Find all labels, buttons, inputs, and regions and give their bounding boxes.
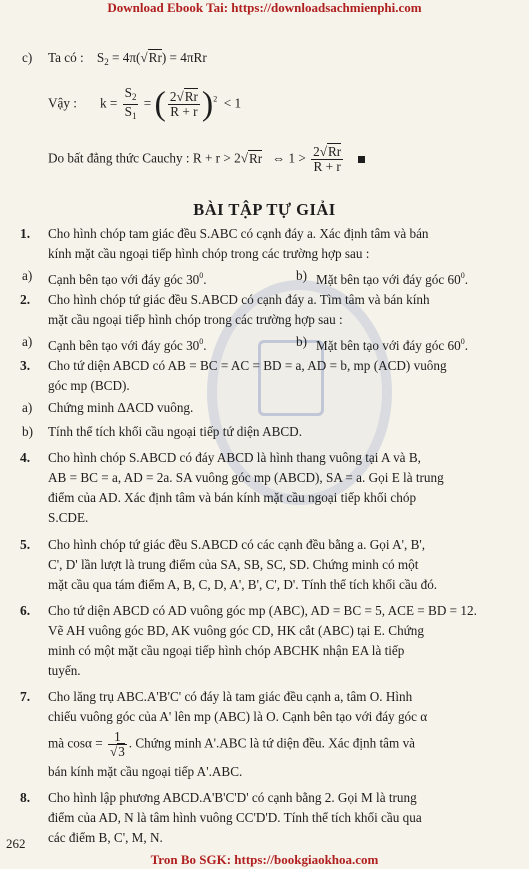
inner-den: R + r [170,104,198,119]
e3b-text: Tính thể tích khối cầu ngoại tiếp tứ diện ABCD. [48,424,303,439]
exercise-7-number: 7. [20,689,31,704]
exercise-7-line3 [48,730,415,759]
e1b-text [316,268,468,288]
section-title: BÀI TẬP TỰ GIẢI [193,200,336,219]
k-equation: Vậy : k = $\frac{S_2}{S_1}$ = ( $\frac{2√Rr}{R + r}$ )$^2$ < 1 [48,85,242,123]
exercise-8-number: 8. [20,790,31,805]
e2a-end: . [203,338,207,353]
exercise-4-line3: điểm của AD. Xác định tâm và bán kính mặt cầu ngoại tiếp khối chóp [48,490,417,505]
exercise-7-line2: chiếu vuông góc của A' lên mp (ABC) là O. Cạnh bên tạo với đáy góc α [48,709,428,724]
top-download-banner[interactable]: Download Ebook Tai: https://downloadsachmienphi.com [107,0,422,15]
bottom-download-banner[interactable]: Tron Bo SGK: https://bookgiaokhoa.com [150,852,379,867]
e2a-text [48,334,207,354]
s2-rhs: ) = 4πRr [161,50,207,65]
power: 2 [213,94,218,104]
exercise-6-line4: tuyến. [48,663,81,678]
exercise-2-line1: Cho hình chóp tứ giác đều S.ABCD có cạnh đáy a. Tìm tâm và bán kính [48,292,430,307]
exercise-4-line4: S.CDE. [48,510,89,525]
exercise-5-line3: mặt cầu qua tám điểm A, B, C, D, A', B', C', D'. Tính thể tích khối cầu đó. [48,577,438,592]
cauchy-fraction: $\frac{2√Rr}{R + r}$ [313,144,342,174]
k-lhs: k = [100,95,118,111]
inner-rad: Rr [184,89,198,104]
e3a-text: Chứng minh ΔACD vuông. [48,400,194,415]
c-rad: Rr [327,144,342,159]
e1a-deg: 0 [199,271,204,280]
e1b-deg: 0 [460,271,465,280]
k-fraction: $\frac{S_2}{S_1}$ [124,85,137,121]
k-den: S [124,104,132,119]
exercise-2-number: 2. [20,292,31,307]
inner-coef: 2 [169,89,177,104]
part-c-label: c) [22,50,33,65]
exercise-6-line1: Cho tứ diện ABCD có AD vuông góc mp (ABC), AD = BC = 5, ACE = BD = 12. [48,603,477,618]
e3b-label: b) [22,424,33,439]
exercise-8-line2: điểm của AD, N là tâm hình vuông CC'D'D. Tính thể tích khối cầu qua [48,810,422,825]
exercise-3-line1: Cho tứ diện ABCD có AB = BC = AC = BD = a, AD = b, mp (ACD) vuông [48,358,447,373]
e1b-label: b) [296,268,307,283]
cos-num: 1 [108,730,127,745]
inner-fraction: $\frac{2√Rr}{R + r}$ [169,89,198,119]
cauchy-rad: Rr [248,150,263,166]
exercise-5-number: 5. [20,537,31,552]
e1a-body: Cạnh bên tạo với đáy góc 30 [48,272,200,287]
s2-mid: = 4π( [108,50,141,65]
e2b-text [316,334,468,354]
k-num: S [124,85,132,100]
exercise-7-line4: bán kính mặt cầu ngoại tiếp A'.ABC. [48,764,243,779]
s2-symbol: S [96,50,105,65]
exercise-4-number: 4. [20,450,31,465]
cauchy-line: Do bất đẳng thức Cauchy : R + r > 2√Rr ⇔ 1 > $\frac{2√Rr}{R + r}$ [48,145,365,174]
exercise-1-line1: Cho hình chóp tam giác đều S.ABC có cạnh đáy a. Xác định tâm và bán [48,226,429,241]
c-intro: Ta có : [48,50,84,65]
cos-den: 3 [118,744,125,759]
exercise-4-line1: Cho hình chóp S.ABCD có đáy ABCD là hình thang vuông tại A và B, [48,450,421,465]
exercise-7-cos-text: mà cosα = [48,735,103,751]
exercise-7-line1: Cho lăng trụ ABC.A'B'C' có đáy là tam giác đều cạnh a, tâm O. Hình [48,689,413,704]
exercise-7-line3-rest: . Chứng minh A'.ABC là tứ diện đều. Xác định tâm và [128,735,416,751]
cauchy-text: Do bất đẳng thức Cauchy : R + r > 2 [48,150,241,166]
s2-radicand: Rr [148,50,162,65]
exercise-5-line1: Cho hình chóp tứ giác đều S.ABCD có các cạnh đều bằng a. Gọi A', B', [48,537,426,552]
vay-label: Vậy : [48,95,77,111]
exercise-5-line2: C', D' lần lượt là trung điểm của SA, SB, SC, SD. Chứng minh có một [48,557,419,572]
exercise-6-line2: Vẽ AH vuông góc BD, AK vuông góc CD, HK cắt (ABC) tại E. Chứng [48,623,424,638]
exercise-1-number: 1. [20,226,31,241]
s2-equation: Ta có : $S_2 = 4\pi(√Rr) = 4\pi Rr$ [48,50,207,67]
exercise-2-line2: mặt cầu ngoại tiếp hình chóp trong các trường hợp sau : [48,312,343,327]
e3a-label: a) [22,400,33,415]
end-proof-square [358,156,365,163]
exercise-3-line2: góc mp (BCD). [48,378,130,393]
exercise-8-line1: Cho hình lập phương ABCD.A'B'C'D' có cạnh bằng 2. Gọi M là trung [48,790,417,805]
c-den: R + r [313,159,341,174]
e1b-body: Mặt bên tạo với đáy góc 60 [316,272,461,287]
e2b-deg: 0 [460,337,465,346]
page-number: 262 [6,836,26,851]
exercise-3-number: 3. [20,358,31,373]
e2a-label: a) [22,334,33,349]
e1a-text [48,268,207,288]
exercise-4-line2: AB = BC = a, AD = 2a. SA vuông góc mp (ABCD), SA = a. Gọi E là trung [48,470,444,485]
watermark-book-icon [258,340,324,416]
e1b-end: . [464,272,468,287]
cos-fraction: $\frac{1}{√3}$ [109,729,125,759]
c-coef: 2 [313,144,320,159]
e2b-label: b) [296,334,307,349]
e2a-deg: 0 [199,337,204,346]
e2a-body: Cạnh bên tạo với đáy góc 30 [48,338,200,353]
e2b-body: Mặt bên tạo với đáy góc 60 [316,338,461,353]
e1a-label: a) [22,268,33,283]
e2b-end: . [464,338,468,353]
e1a-end: . [203,272,207,287]
exercise-8-line3: các điểm B, C', M, N. [48,830,163,845]
iff-text: ⇔ 1 > [272,150,306,166]
exercise-1-line2: kính mặt cầu ngoại tiếp hình chóp trong các trường hợp sau : [48,246,370,261]
exercise-6-line3: minh có một mặt cầu ngoại tiếp hình chóp ABCHK nhận EA là tiếp [48,643,405,658]
lt-one: < 1 [223,95,242,111]
exercise-6-number: 6. [20,603,31,618]
